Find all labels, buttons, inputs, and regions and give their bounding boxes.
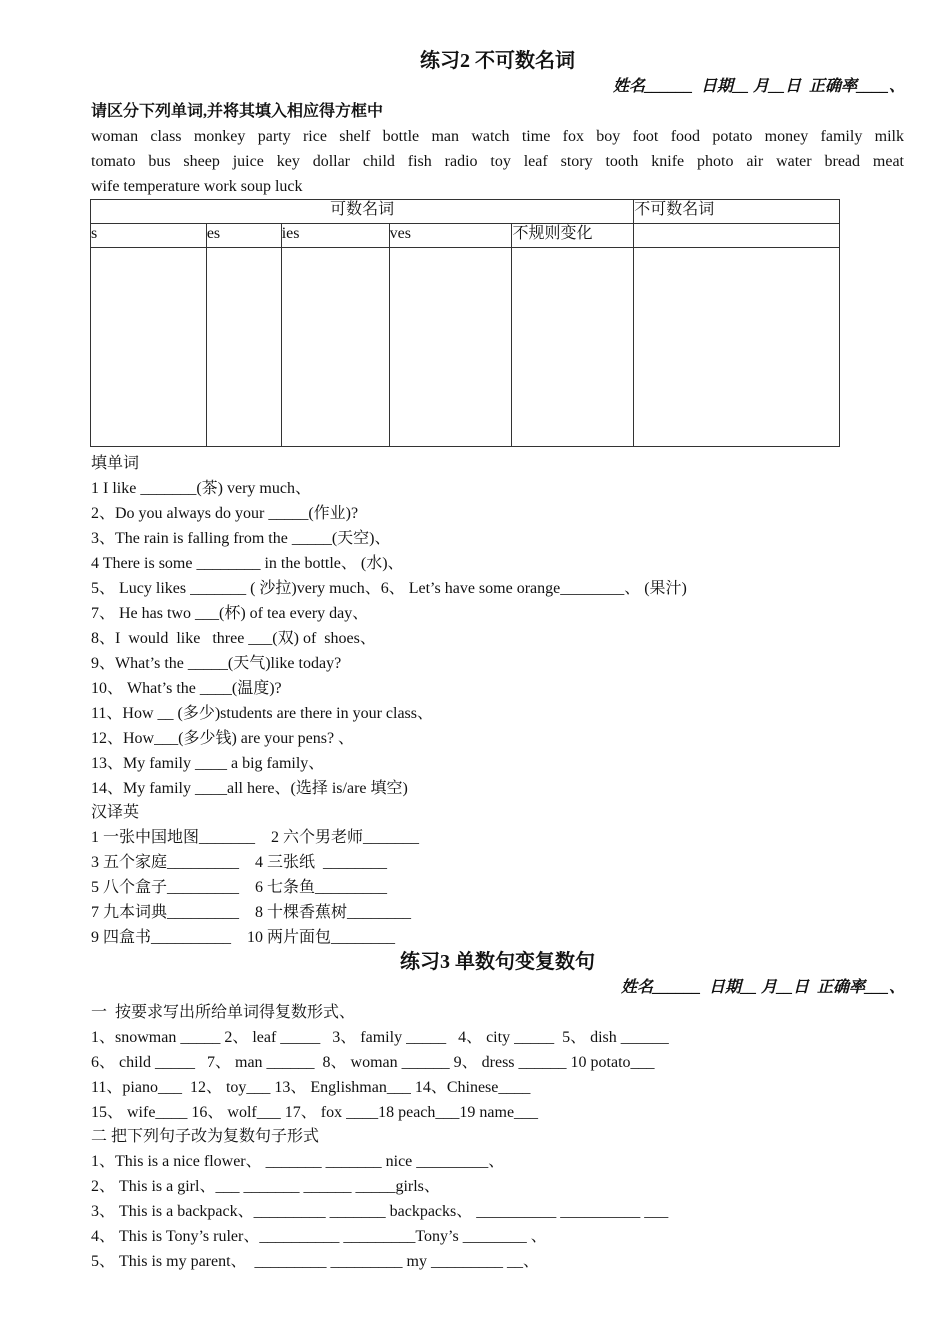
fill-item: 3、The rain is falling from the _____(天空)、 bbox=[91, 530, 391, 547]
section1-instruction: 请区分下列单词,并将其填入相应得方框中 bbox=[91, 103, 384, 120]
fill-item: 5、 Lucy likes _______ ( 沙拉)very much、6、 Let’s have some orange________、 (果汁) bbox=[91, 580, 687, 597]
fill-item: 7、 He has two ___(杯) of tea every day、 bbox=[91, 605, 369, 622]
translate-item: 5 八个盒子_________ 6 七条鱼_________ bbox=[91, 879, 388, 896]
uncountable-header: 不可数名词 bbox=[634, 200, 840, 224]
column-header-s: s bbox=[91, 224, 207, 248]
part2-title: 二 把下列句子改为复数句子形式 bbox=[91, 1128, 320, 1145]
fill-words-title: 填单词 bbox=[91, 455, 140, 472]
sentence-item: 1、This is a nice flower、 _______ _______ nice _________、 bbox=[91, 1153, 505, 1170]
section2-meta: 姓名______ 日期__ 月__日 正确率___、 bbox=[620, 979, 905, 996]
fill-item: 9、What’s the _____(天气)like today? bbox=[91, 655, 342, 672]
fill-item: 1 I like _______(茶) very much、 bbox=[91, 480, 311, 497]
sentence-item: 3、 This is a backpack、_________ _______ backpacks、 __________ __________ ___ bbox=[91, 1203, 669, 1220]
sentence-item: 4、 This is Tony’s ruler、__________ _________Tony’s ________ 、 bbox=[91, 1228, 547, 1245]
column-header-irregular: 不规则变化 bbox=[512, 224, 634, 248]
plural-item: 11、piano___ 12、 toy___ 13、 Englishman___ 14、Chinese____ bbox=[91, 1079, 531, 1096]
translate-title: 汉译英 bbox=[91, 804, 140, 821]
answer-cell-ves[interactable] bbox=[389, 248, 512, 447]
fill-item: 4 There is some ________ in the bottle、 (水)、 bbox=[91, 555, 404, 572]
column-header-ves: ves bbox=[389, 224, 512, 248]
answer-cell-ies[interactable] bbox=[281, 248, 389, 447]
column-header-es: es bbox=[206, 224, 281, 248]
answer-cell-es[interactable] bbox=[206, 248, 281, 447]
sentence-item: 2、 This is a girl、___ _______ ______ _____girls、 bbox=[91, 1178, 440, 1195]
translate-item: 7 九本词典_________ 8 十棵香蕉树________ bbox=[91, 904, 412, 921]
word-list-line-3: wife temperature work soup luck bbox=[91, 178, 303, 195]
section2-title: 练习3 单数句变复数句 bbox=[400, 951, 595, 973]
word-list-line-1: woman class monkey party rice shelf bottle man watch time fox boy foot food potato money family milk bbox=[91, 128, 904, 145]
answer-cell-irregular[interactable] bbox=[512, 248, 634, 447]
plural-item: 15、 wife____ 16、 wolf___ 17、 fox ____18 peach___19 name___ bbox=[91, 1104, 539, 1121]
fill-item: 10、 What’s the ____(温度)? bbox=[91, 680, 282, 697]
countable-header: 可数名词 bbox=[91, 200, 634, 224]
fill-item: 8、I would like three ___(双) of shoes、 bbox=[91, 630, 376, 647]
noun-classification-table bbox=[90, 199, 840, 447]
fill-item: 13、My family ____ a big family、 bbox=[91, 755, 325, 772]
word-list-line-2: tomato bus sheep juice key dollar child fish radio toy leaf story tooth knife photo air water bread meat bbox=[91, 153, 904, 170]
plural-item: 1、snowman _____ 2、 leaf _____ 3、 family _____ 4、 city _____ 5、 dish ______ bbox=[91, 1029, 669, 1046]
fill-item: 12、How___(多少钱) are your pens? 、 bbox=[91, 730, 355, 747]
part1-title: 一 按要求写出所给单词得复数形式、 bbox=[91, 1004, 356, 1021]
fill-item: 2、Do you always do your _____(作业)? bbox=[91, 505, 359, 522]
sentence-item: 5、 This is my parent、 _________ _________ my _________ __、 bbox=[91, 1253, 539, 1270]
translate-item: 1 一张中国地图_______ 2 六个男老师_______ bbox=[91, 829, 420, 846]
fill-item: 11、How __ (多少)students are there in your class、 bbox=[91, 705, 434, 722]
answer-cell-uncountable[interactable] bbox=[634, 248, 840, 447]
section1-title: 练习2 不可数名词 bbox=[420, 50, 575, 72]
column-header-ies: ies bbox=[281, 224, 389, 248]
section1-meta: 姓名______ 日期__ 月__日 正确率____、 bbox=[612, 78, 905, 95]
answer-cell-s[interactable] bbox=[91, 248, 207, 447]
translate-item: 3 五个家庭_________ 4 三张纸 ________ bbox=[91, 854, 388, 871]
translate-item: 9 四盒书__________ 10 两片面包________ bbox=[91, 929, 396, 946]
column-header-empty bbox=[634, 224, 840, 248]
plural-item: 6、 child _____ 7、 man ______ 8、 woman ______ 9、 dress ______ 10 potato___ bbox=[91, 1054, 655, 1071]
fill-item: 14、My family ____all here、(选择 is/are 填空) bbox=[91, 780, 408, 797]
